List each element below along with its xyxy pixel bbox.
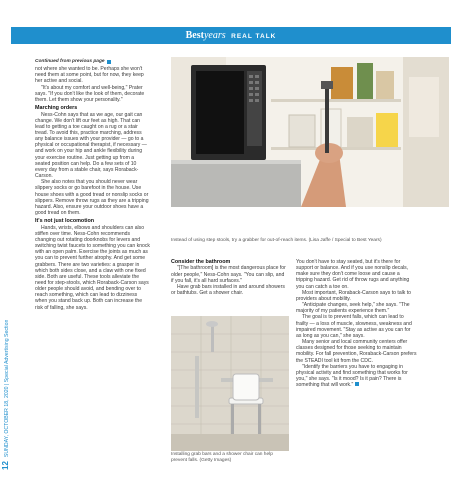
brand-years: years [203, 30, 226, 41]
paragraph: You don't have to stay seated, but it's there for support or balance. And if you use nonslip decals, make sure they don't come loose and cause a tripping hazard. Get rid of throw rugs and anything you can catch a toe on. [296, 259, 410, 290]
paragraph: Have grab bars installed in and around showers or bathtubs. Get a shower chair. [171, 283, 285, 297]
paragraph: Hands, wrists, elbows and shoulders can also stiffen over time. Ness-Cohn recommends changing out rotating doorknobs for levers and switching twist faucets to something you can knock with an open palm. Exercise the joints as much as you can to prevent further atrophy. And get some grabbers. There are two varieties: a grasper in which both sides close, and a claw with one fixed side. Both are useful. These tools alleviate the need for step-stools, which Roraback-Carson says older people should avoid, and bending over to reach something, which can lead to dizziness when you stand back up. Both can increase the risk of falling, she says. [35, 224, 150, 311]
paragraph: She also notes that you should never wear slippery socks or go barefoot in the house. Use house shoes with a good tread or nonslip socks or slippers. Remove throw rugs as they are a tripping hazard. Also, ensure your outdoor shoes have a good tread on them. [35, 179, 149, 216]
section-header-bar [11, 27, 451, 44]
paragraph: Most important, Roraback-Carson says to talk to providers about mobility. [296, 289, 411, 302]
paragraph: Many senior and local community centers offer classes designed for those seeking to maintain mobility. For fall prevention, Roraback-Carson prefers the STEADI tool kit from the CDC. [296, 339, 417, 364]
photo-caption: Instead of using step stools, try a grabber for out-of-reach items. (Lisa Jaffe / Special to Best Years) [171, 238, 382, 243]
continued-arrow-icon [107, 60, 111, 64]
kitchen-photo-illustration [171, 57, 449, 207]
paragraph: Ness-Cohn says that as we age, our gait can change. We don't lift our feet as high. That can lead to getting a toe caught on a rug or a stair tread. To avoid this, practice marching, address any balance issues with your provider — go to a physical or occupational therapist, if necessary — and work on your hip and ankle flexibility during your exercise routine. Just getting up from a seated position can help. Do a few sets of 10 every day from a stable chair, says Roraback-Carson. [35, 111, 147, 180]
paragraph: not where she wanted to be. Perhaps she won't need them at some point, but for now, they keep her active and social. [35, 66, 144, 85]
folio-text: SUNDAY, OCTOBER 18, 2020 | Special Advertising Section [4, 319, 10, 458]
article-column-2 [171, 259, 287, 296]
photo-caption: Installing grab bars and a shower chair can help prevent falls. (Getty Images) [171, 452, 273, 463]
paragraph: "[The bathroom] is the most dangerous place for older people," Ness-Cohn says. "You can slip, and if you fall, it's all hard surfaces." [171, 265, 286, 284]
section-header-title [11, 29, 451, 43]
paragraph: The goal is to prevent falls, which can lead to frailty — a loss of muscle, slowness, weakness and impaired movement. "Stay as active as you can for as long as you can," she says. [296, 314, 412, 339]
closing-paragraph-text: "Identify the barriers you have to engaging in physical activity and find something that works for you," she says. "Is it mood? Is it pain? There is something that will work." [296, 363, 408, 389]
subheading-marching-orders: Marching orders [35, 105, 78, 112]
article-column-1 [35, 59, 150, 311]
brand-best: Best [185, 30, 204, 41]
bathroom-grab-bars-photo [171, 316, 289, 451]
paragraph: "Anticipate changes, seek help," she says. "The majority of my patients experience them." [296, 302, 410, 315]
continued-label [35, 59, 150, 65]
bathroom-photo-illustration [171, 316, 289, 451]
page-sidebar-folio [1, 320, 10, 470]
section-name: REAL TALK [231, 33, 277, 40]
subheading-bathroom: Consider the bathroom [171, 259, 231, 265]
end-of-article-mark-icon [355, 382, 359, 386]
paragraph: "It's about my comfort and well-being," Prater says. "If you don't like the look of them, decorate them. Let them show your personality." [35, 84, 145, 103]
subheading-locomotion: It's not just locomotion [35, 218, 95, 225]
page-number: 12 [1, 461, 10, 470]
continued-text: Continued from previous page [35, 59, 105, 64]
article-column-3 [296, 259, 417, 388]
paragraph [296, 364, 417, 389]
kitchen-grabber-photo [171, 57, 449, 207]
